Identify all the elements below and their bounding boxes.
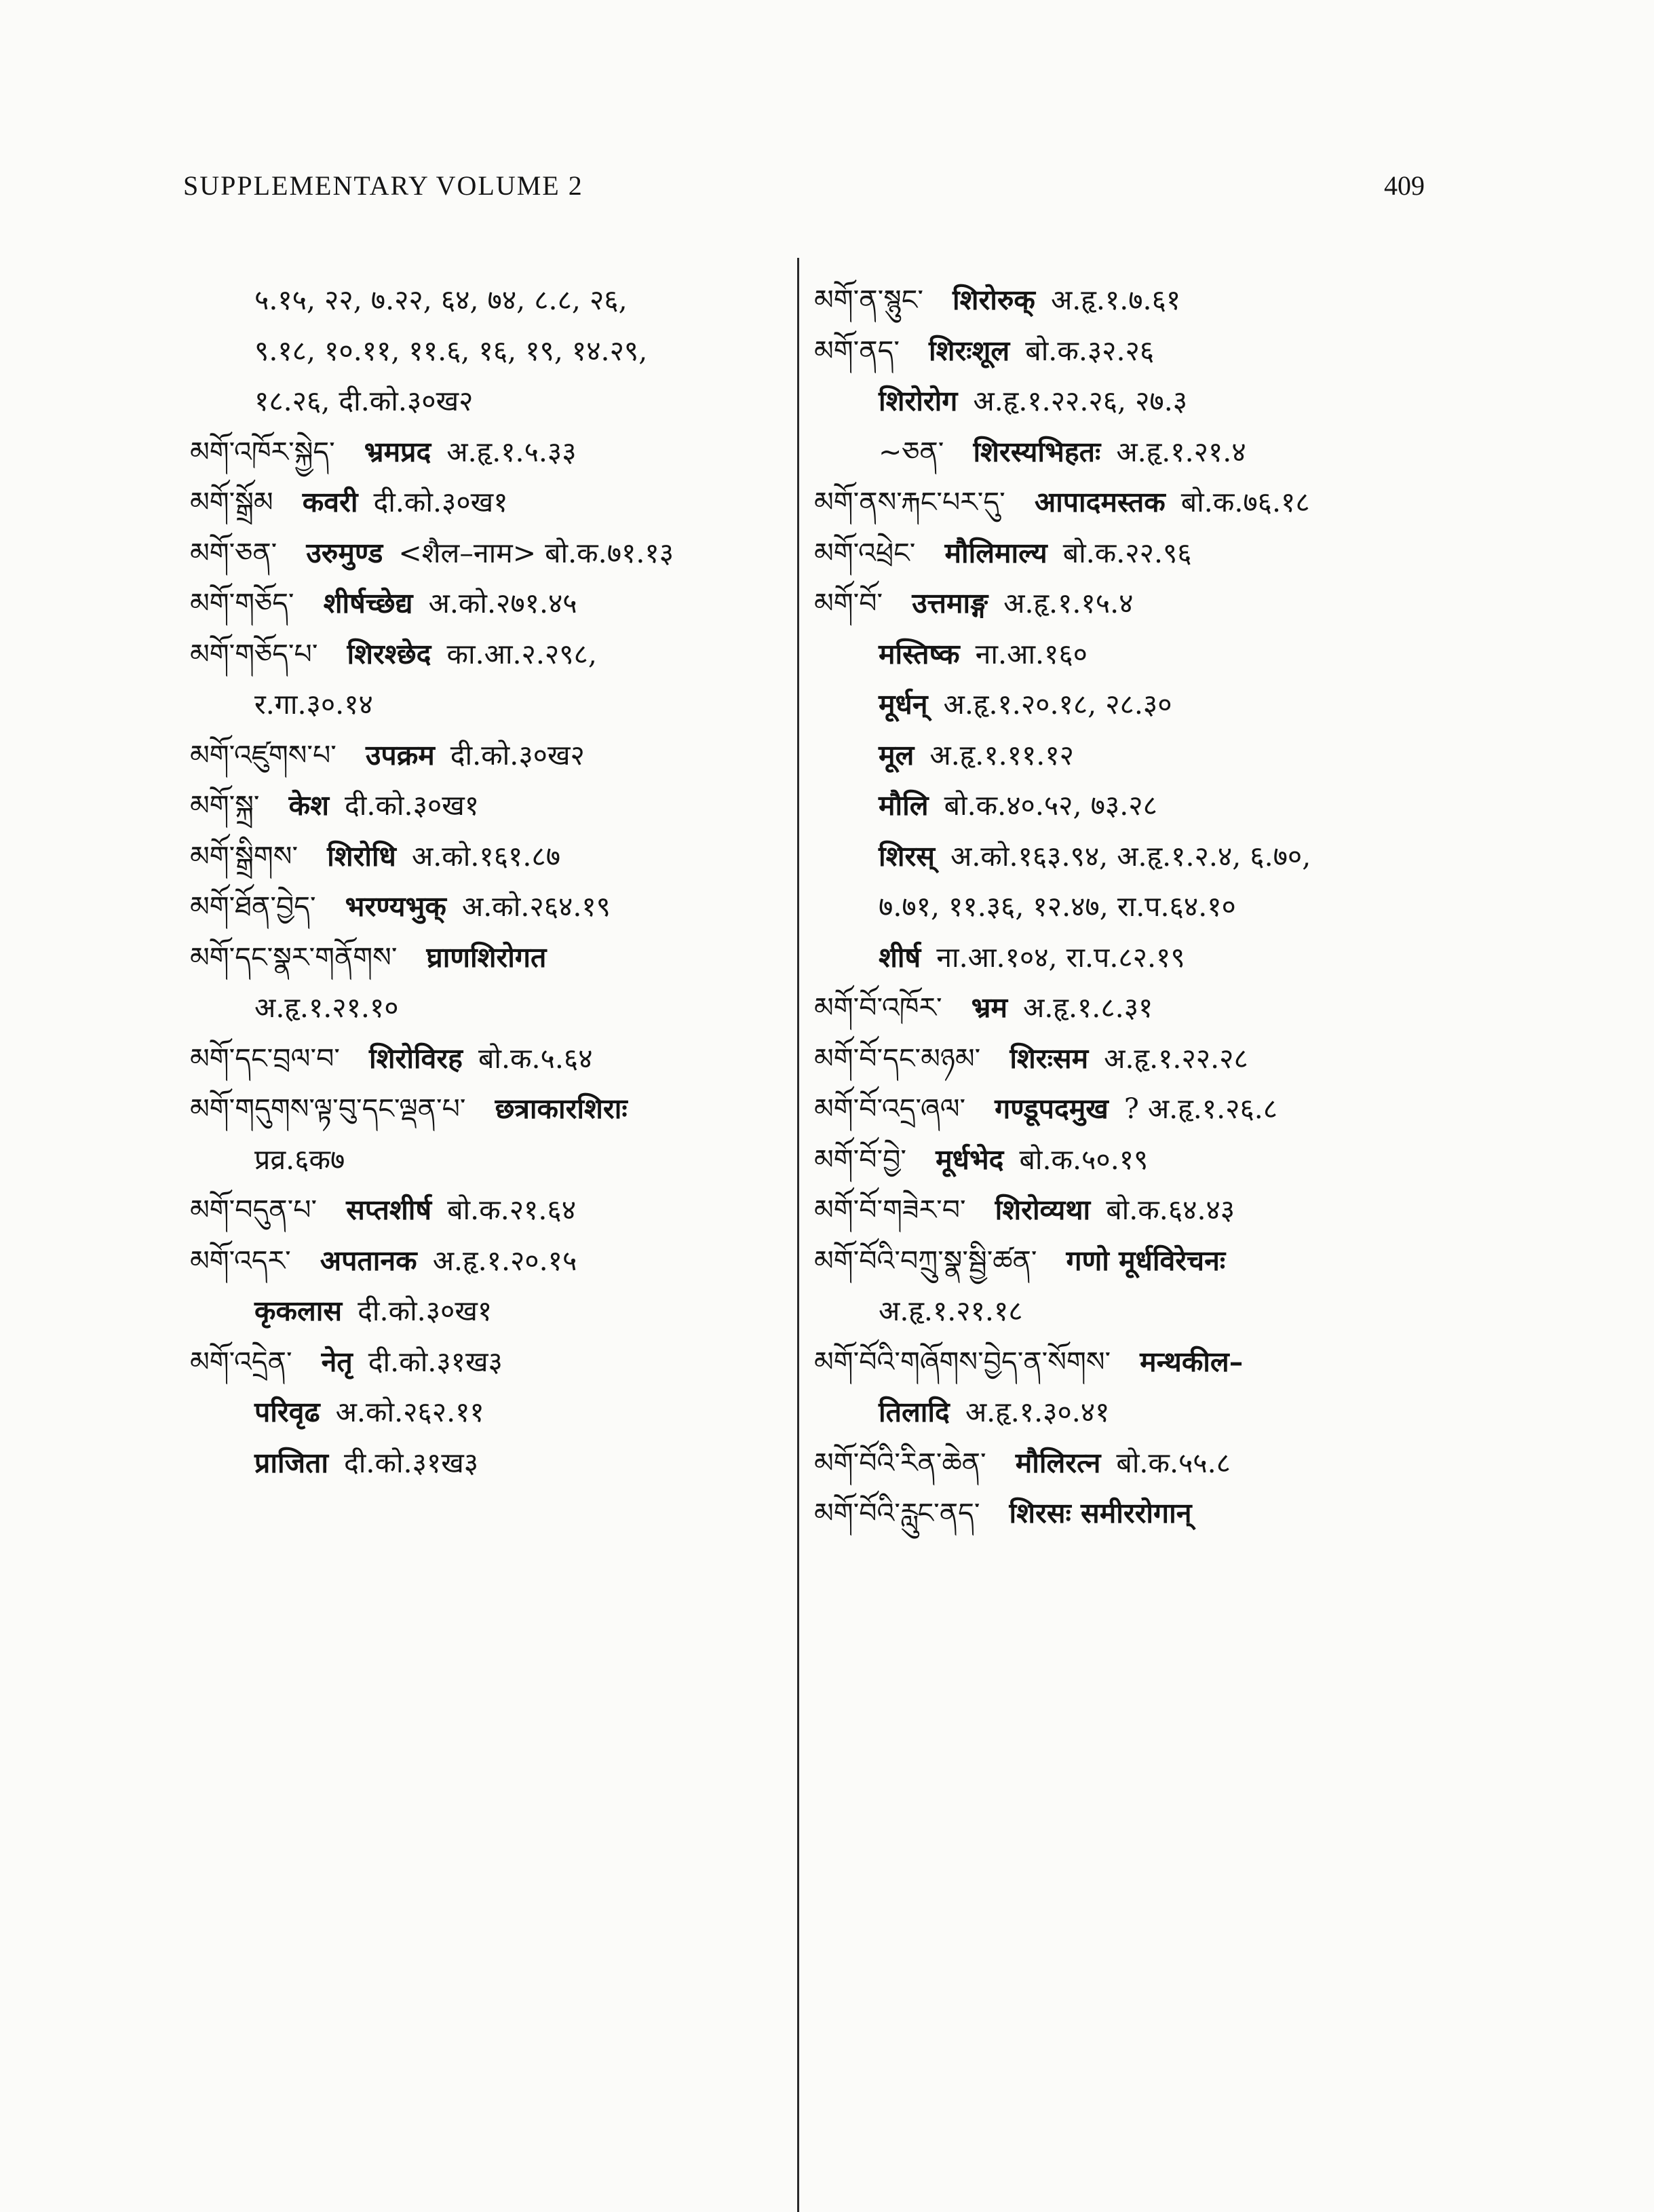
dictionary-line [814, 1033, 1425, 1084]
tibetan-headword: མགོ་གཅོད་པ་ [190, 637, 318, 670]
sanskrit-term: शिरश्छेद [347, 637, 431, 670]
dictionary-line [814, 427, 1425, 478]
sanskrit-term: भ्रमप्रद [364, 435, 431, 468]
dictionary-line [190, 730, 794, 781]
dictionary-line [190, 1286, 794, 1337]
reference: का.आ.२.२९८, [446, 637, 597, 670]
dictionary-line [190, 1084, 794, 1134]
reference: बो.क.४०.५२, ७३.२८ [944, 789, 1157, 822]
reference: दी.को.३०ख१ [345, 789, 480, 822]
tibetan-headword: མགོ་གཅོད་ [190, 587, 294, 619]
dictionary-line [814, 629, 1425, 680]
tibetan-headword: མགོ་བོའི་བཀྲུ་སྣ་སྦྱི་ཚན་ [814, 1244, 1037, 1277]
sanskrit-term: शिरोविरह [369, 1042, 463, 1075]
dictionary-line [814, 1286, 1425, 1337]
sanskrit-term: नेतृ [321, 1345, 353, 1378]
tibetan-headword: མགོ་དང་སྣར་གནོགས་ [190, 940, 398, 974]
dictionary-line [814, 326, 1425, 377]
dictionary-line [190, 881, 794, 932]
tibetan-headword: མགོ་ནས་རྐང་པར་དུ་ [814, 486, 1005, 518]
reference: बो.क.५.६४ [478, 1042, 593, 1075]
sanskrit-term: शिरःसम [1009, 1042, 1089, 1075]
reference: अ.को.२६४.१९ [461, 890, 611, 923]
reference: बो.क.२१.६४ [447, 1194, 577, 1226]
dictionary-line [814, 881, 1425, 932]
reference: अ.हृ.१.३०.४१ [965, 1396, 1110, 1428]
dictionary-line [814, 679, 1425, 730]
tibetan-headword: མགོ་བདུན་པ་ [190, 1194, 318, 1226]
page-number: 409 [1384, 170, 1425, 201]
sanskrit-term: मूर्धन् [879, 688, 928, 721]
dictionary-line [190, 326, 794, 377]
reference: अ.हृ.१.११.१२ [929, 738, 1074, 771]
sanskrit-term: सप्तशीर्ष [346, 1194, 432, 1226]
tibetan-headword: མགོ་འཛུགས་པ་ [190, 738, 336, 771]
tibetan-headword: མགོ་སྐྲ་ [190, 789, 260, 822]
tibetan-headword: མགོ་ན་སྙུང་ [814, 284, 923, 316]
reference: ५.१५, २२, ७.२२, ६४, ७४, ८.८, २६, [254, 284, 628, 316]
sanskrit-term: मूर्धभेद [936, 1143, 1004, 1176]
sanskrit-term: मूल [879, 738, 915, 771]
page-header [183, 170, 1425, 217]
tibetan-headword: མགོ་བོ་བྱེ་ [814, 1143, 907, 1176]
dictionary-line [814, 1488, 1425, 1539]
dictionary-line [814, 578, 1425, 629]
reference: ९.१८, १०.११, ११.६, १६, १९, १४.२९, [254, 334, 648, 367]
reference: अ.हृ.१.८.३१ [1023, 991, 1153, 1024]
dictionary-line [814, 1438, 1425, 1489]
dictionary-line [190, 679, 794, 730]
sanskrit-term: शिरस् [879, 839, 935, 873]
reference: बो.क.५५.८ [1116, 1446, 1231, 1479]
tibetan-headword: མགོ་བོའི་གཞོགས་བྱེད་ན་སོགས་ [814, 1345, 1111, 1378]
sanskrit-term: प्राजिता [254, 1446, 328, 1479]
reference: बो.क.२२.९६ [1062, 536, 1192, 569]
dictionary-line [814, 1387, 1425, 1438]
reference: अ.हृ.१.२२.२६, २७.३ [973, 385, 1188, 417]
sanskrit-term: उपक्रम [365, 738, 435, 771]
sanskrit-term: शिरोरोग [879, 385, 958, 417]
sanskrit-term: मौलिरत्न [1015, 1446, 1101, 1479]
dictionary-line [814, 528, 1425, 579]
sanskrit-term: आपादमस्तक [1034, 486, 1166, 518]
sanskrit-term: अपतानक [320, 1244, 417, 1277]
dictionary-line [190, 780, 794, 831]
reference: अ.हृ.१.२०.१८, २८.३० [943, 688, 1172, 721]
reference: बो.क.५०.१९ [1019, 1143, 1149, 1176]
dictionary-line [190, 1438, 794, 1489]
sanskrit-term: शिरःशूल [929, 334, 1010, 367]
dictionary-line [814, 1185, 1425, 1236]
dictionary-line [814, 275, 1425, 326]
reference: अ.को.२६२.११ [335, 1396, 484, 1428]
dictionary-line [190, 831, 794, 882]
sanskrit-term: परिवृढ [254, 1396, 320, 1428]
sanskrit-term: शिरोधि [327, 839, 396, 873]
dictionary-line [190, 1236, 794, 1286]
reference: दी.को.३०ख१ [358, 1295, 493, 1327]
dictionary-line [190, 376, 794, 427]
sanskrit-term: मौलिमाल्य [944, 536, 1047, 569]
reference: अ.हृ.१.२२.२८ [1104, 1042, 1248, 1075]
reference: अ.को.१६३.९४, अ.हृ.१.२.४, ६.७०, [950, 839, 1311, 873]
tibetan-headword: མགོ་སྒྲིགས་ [190, 839, 299, 873]
reference: ? अ.हृ.१.२६.८ [1123, 1092, 1278, 1125]
sanskrit-term: छत्राकारशिराः [495, 1092, 628, 1125]
reference: १८.२६, दी.को.३०ख२ [254, 385, 474, 417]
sanskrit-term: गणो मूर्धविरेचनः [1066, 1244, 1226, 1277]
reference: अ.हृ.१.५.३३ [446, 435, 577, 468]
right-column [814, 275, 1425, 1539]
reference: <शैल–नाम> बो.क.७१.१३ [398, 536, 674, 569]
sanskrit-term: केश [288, 789, 329, 822]
dictionary-line [814, 477, 1425, 528]
reference: दी.को.३०ख२ [450, 738, 585, 771]
dictionary-line [190, 427, 794, 478]
dictionary-line [190, 1337, 794, 1388]
dictionary-line [814, 730, 1425, 781]
dictionary-line [190, 275, 794, 326]
dictionary-line [190, 1387, 794, 1438]
dictionary-line [190, 1185, 794, 1236]
sanskrit-term: भरण्यभुक् [345, 890, 446, 923]
tibetan-headword: མགོ་བོའི་རིན་ཆེན་ [814, 1446, 986, 1479]
sanskrit-term: शीर्षच्छेद्य [323, 587, 413, 619]
sanskrit-term: मस्तिष्क [879, 637, 960, 670]
sanskrit-term: मौलि [879, 789, 929, 822]
sanskrit-term: शिरोव्यथा [995, 1194, 1091, 1226]
tibetan-headword: མགོ་ཅན་ [190, 536, 277, 569]
reference: र.गा.३०.१४ [254, 688, 373, 721]
tibetan-headword: མགོ་བོ་དང་མཉམ་ [814, 1042, 981, 1075]
reference: अ.हृ.१.१५.४ [1003, 587, 1134, 619]
sanskrit-term: शिरोरुक् [952, 284, 1035, 316]
dictionary-line [190, 578, 794, 629]
sanskrit-term: उरुमुण्ड [306, 536, 383, 569]
reference: अ.को.२७१.४५ [428, 587, 577, 619]
dictionary-line [814, 1134, 1425, 1185]
reference: दी.को.३१ख३ [344, 1446, 479, 1479]
sanskrit-term: शिरसः समीररोगान् [1009, 1497, 1192, 1529]
sanskrit-term: घ्राणशिरोगत [426, 940, 547, 974]
reference: दी.को.३१ख३ [368, 1345, 503, 1378]
sanskrit-term: भ्रम [971, 991, 1007, 1024]
tibetan-headword: མགོ་འདར་ [190, 1244, 291, 1277]
reference: बो.क.७६.१८ [1180, 486, 1310, 518]
dictionary-line [190, 983, 794, 1033]
left-column [190, 275, 794, 1488]
sanskrit-term: शीर्ष [879, 940, 921, 974]
reference: अ.को.१६१.८७ [411, 839, 561, 873]
dictionary-line [814, 932, 1425, 983]
dictionary-line [814, 1337, 1425, 1388]
tibetan-headword: ~ཅན་ [879, 435, 944, 468]
tibetan-headword: མགོ་འཁོར་སྐྱེད་ [190, 435, 335, 468]
dictionary-line [814, 780, 1425, 831]
dictionary-line [814, 376, 1425, 427]
reference: अ.हृ.१.२१.१८ [879, 1295, 1023, 1327]
reference: अ.हृ.१.७.६१ [1050, 284, 1181, 316]
tibetan-headword: མགོ་ནད་ [814, 334, 900, 367]
tibetan-headword: མགོ་འཕྲེང་ [814, 536, 916, 569]
dictionary-line [190, 528, 794, 579]
dictionary-line [190, 629, 794, 680]
dictionary-line [190, 1033, 794, 1084]
reference: बो.क.३२.२६ [1025, 334, 1155, 367]
dictionary-line [814, 983, 1425, 1033]
reference: बो.क.६४.४३ [1106, 1194, 1235, 1226]
tibetan-headword: མགོ་གདུགས་ལྟ་བུ་དང་ལྡན་པ་ [190, 1092, 466, 1125]
sanskrit-term: गण्डूपदमुख [995, 1092, 1109, 1125]
reference: अ.हृ.१.२१.४ [1116, 435, 1246, 468]
tibetan-headword: མགོ་དང་བྲལ་བ་ [190, 1042, 340, 1075]
running-head: SUPPLEMENTARY VOLUME 2 [183, 170, 583, 201]
tibetan-headword: མགོ་བོ་གཟེར་བ་ [814, 1194, 966, 1226]
reference: अ.हृ.१.२१.१० [254, 991, 399, 1024]
tibetan-headword: མགོ་བོ་འདྲ་ཞལ་ [814, 1092, 966, 1125]
tibetan-headword: མགོ་བོའི་རླུང་ནད་ [814, 1497, 980, 1529]
sanskrit-term: तिलादि [879, 1396, 950, 1428]
dictionary-line [190, 932, 794, 983]
tibetan-headword: མགོ་སྒྲོམ [190, 486, 273, 518]
dictionary-line [190, 1134, 794, 1185]
dictionary-line [190, 477, 794, 528]
reference: ना.आ.१०४, रा.प.८२.१९ [936, 940, 1185, 974]
tibetan-headword: མགོ་འདྲེན་ [190, 1345, 292, 1378]
reference: प्रव्र.६क७ [254, 1143, 345, 1176]
dictionary-line [814, 1236, 1425, 1286]
tibetan-headword: མགོ་ཐོན་བྱེད་ [190, 890, 316, 923]
sanskrit-term: उत्तमाङ्ग [912, 587, 988, 619]
reference: अ.हृ.१.२०.१५ [432, 1244, 577, 1277]
reference: ७.७१, ११.३६, १२.४७, रा.प.६४.१० [879, 890, 1236, 923]
sanskrit-term: कृकलास [254, 1295, 343, 1327]
sanskrit-term: कवरी [302, 486, 358, 518]
sanskrit-term: शिरस्यभिहतः [973, 435, 1101, 468]
sanskrit-term: मन्थकील– [1140, 1345, 1244, 1378]
dictionary-line [814, 831, 1425, 882]
tibetan-headword: མགོ་བོ་འཁོར་ [814, 991, 942, 1024]
tibetan-headword: མགོ་བོ་ [814, 587, 883, 619]
reference: ना.आ.१६० [975, 637, 1088, 670]
reference: दी.को.३०ख१ [373, 486, 508, 518]
dictionary-line [814, 1084, 1425, 1134]
column-divider [797, 258, 799, 2212]
